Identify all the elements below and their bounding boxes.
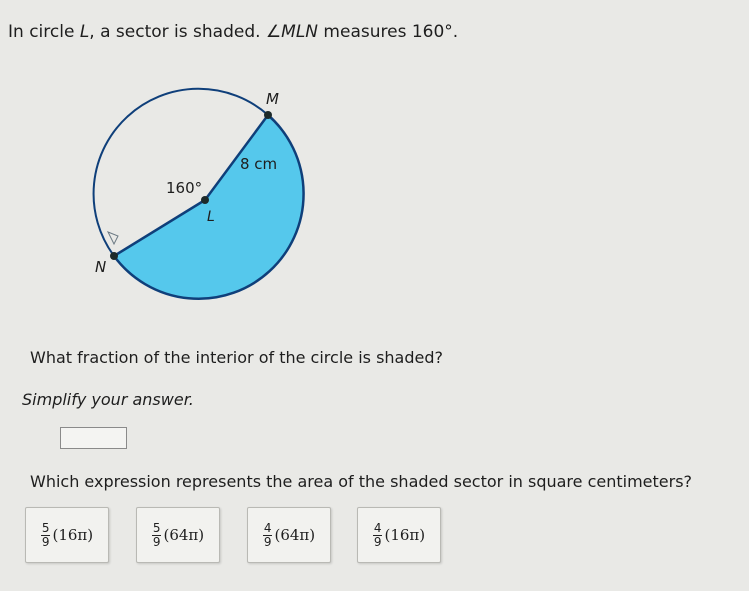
choice-button-2[interactable] [136,507,220,563]
label-m: M [266,90,279,108]
choice-expression: (64π) [274,526,316,544]
fraction-numerator: 5 [41,520,50,535]
answer-input[interactable] [60,427,127,449]
choice-expression: (16π) [52,526,94,544]
prompt-text: In circle [8,22,80,42]
point-l [201,196,209,204]
fraction-numerator: 4 [373,520,382,535]
fraction-denominator: 9 [263,534,272,549]
choice-expression: (16π) [384,526,426,544]
circle-diagram [80,78,340,328]
fraction [41,522,51,549]
choice-button-4[interactable] [357,507,441,563]
fraction-denominator: 9 [41,534,50,549]
label-l: L [207,209,215,225]
prompt-text: . [452,22,459,42]
label-n: N [95,258,107,276]
fraction-question: What fraction of the interior of the circle is shaded? [30,348,443,367]
point-m [264,111,272,119]
fraction-denominator: 9 [152,534,161,549]
prompt-text: measures [318,22,412,42]
fraction [263,522,273,549]
shaded-sector [114,115,304,299]
angle-marker-icon [108,232,118,244]
area-question: Which expression represents the area of the shaded sector in square centimeters? [30,472,693,491]
choice-expression: (64π) [163,526,205,544]
angle-value: 160° [411,22,453,42]
fraction-denominator: 9 [373,534,382,549]
point-n [110,252,118,260]
fraction-numerator: 5 [152,520,161,535]
instruction-text: Simplify your answer. [22,390,194,409]
prompt-text: , a sector is shaded. ∠ [89,22,282,42]
question-prompt [8,22,458,42]
fraction [373,522,383,549]
circle-name: L [79,22,90,42]
angle-name: MLN [281,22,319,42]
radius-label: 8 cm [240,155,278,173]
choice-button-3[interactable] [247,507,331,563]
fraction [152,522,162,549]
choice-button-1[interactable] [25,507,109,563]
fraction-numerator: 4 [263,520,272,535]
angle-label: 160° [166,179,203,197]
